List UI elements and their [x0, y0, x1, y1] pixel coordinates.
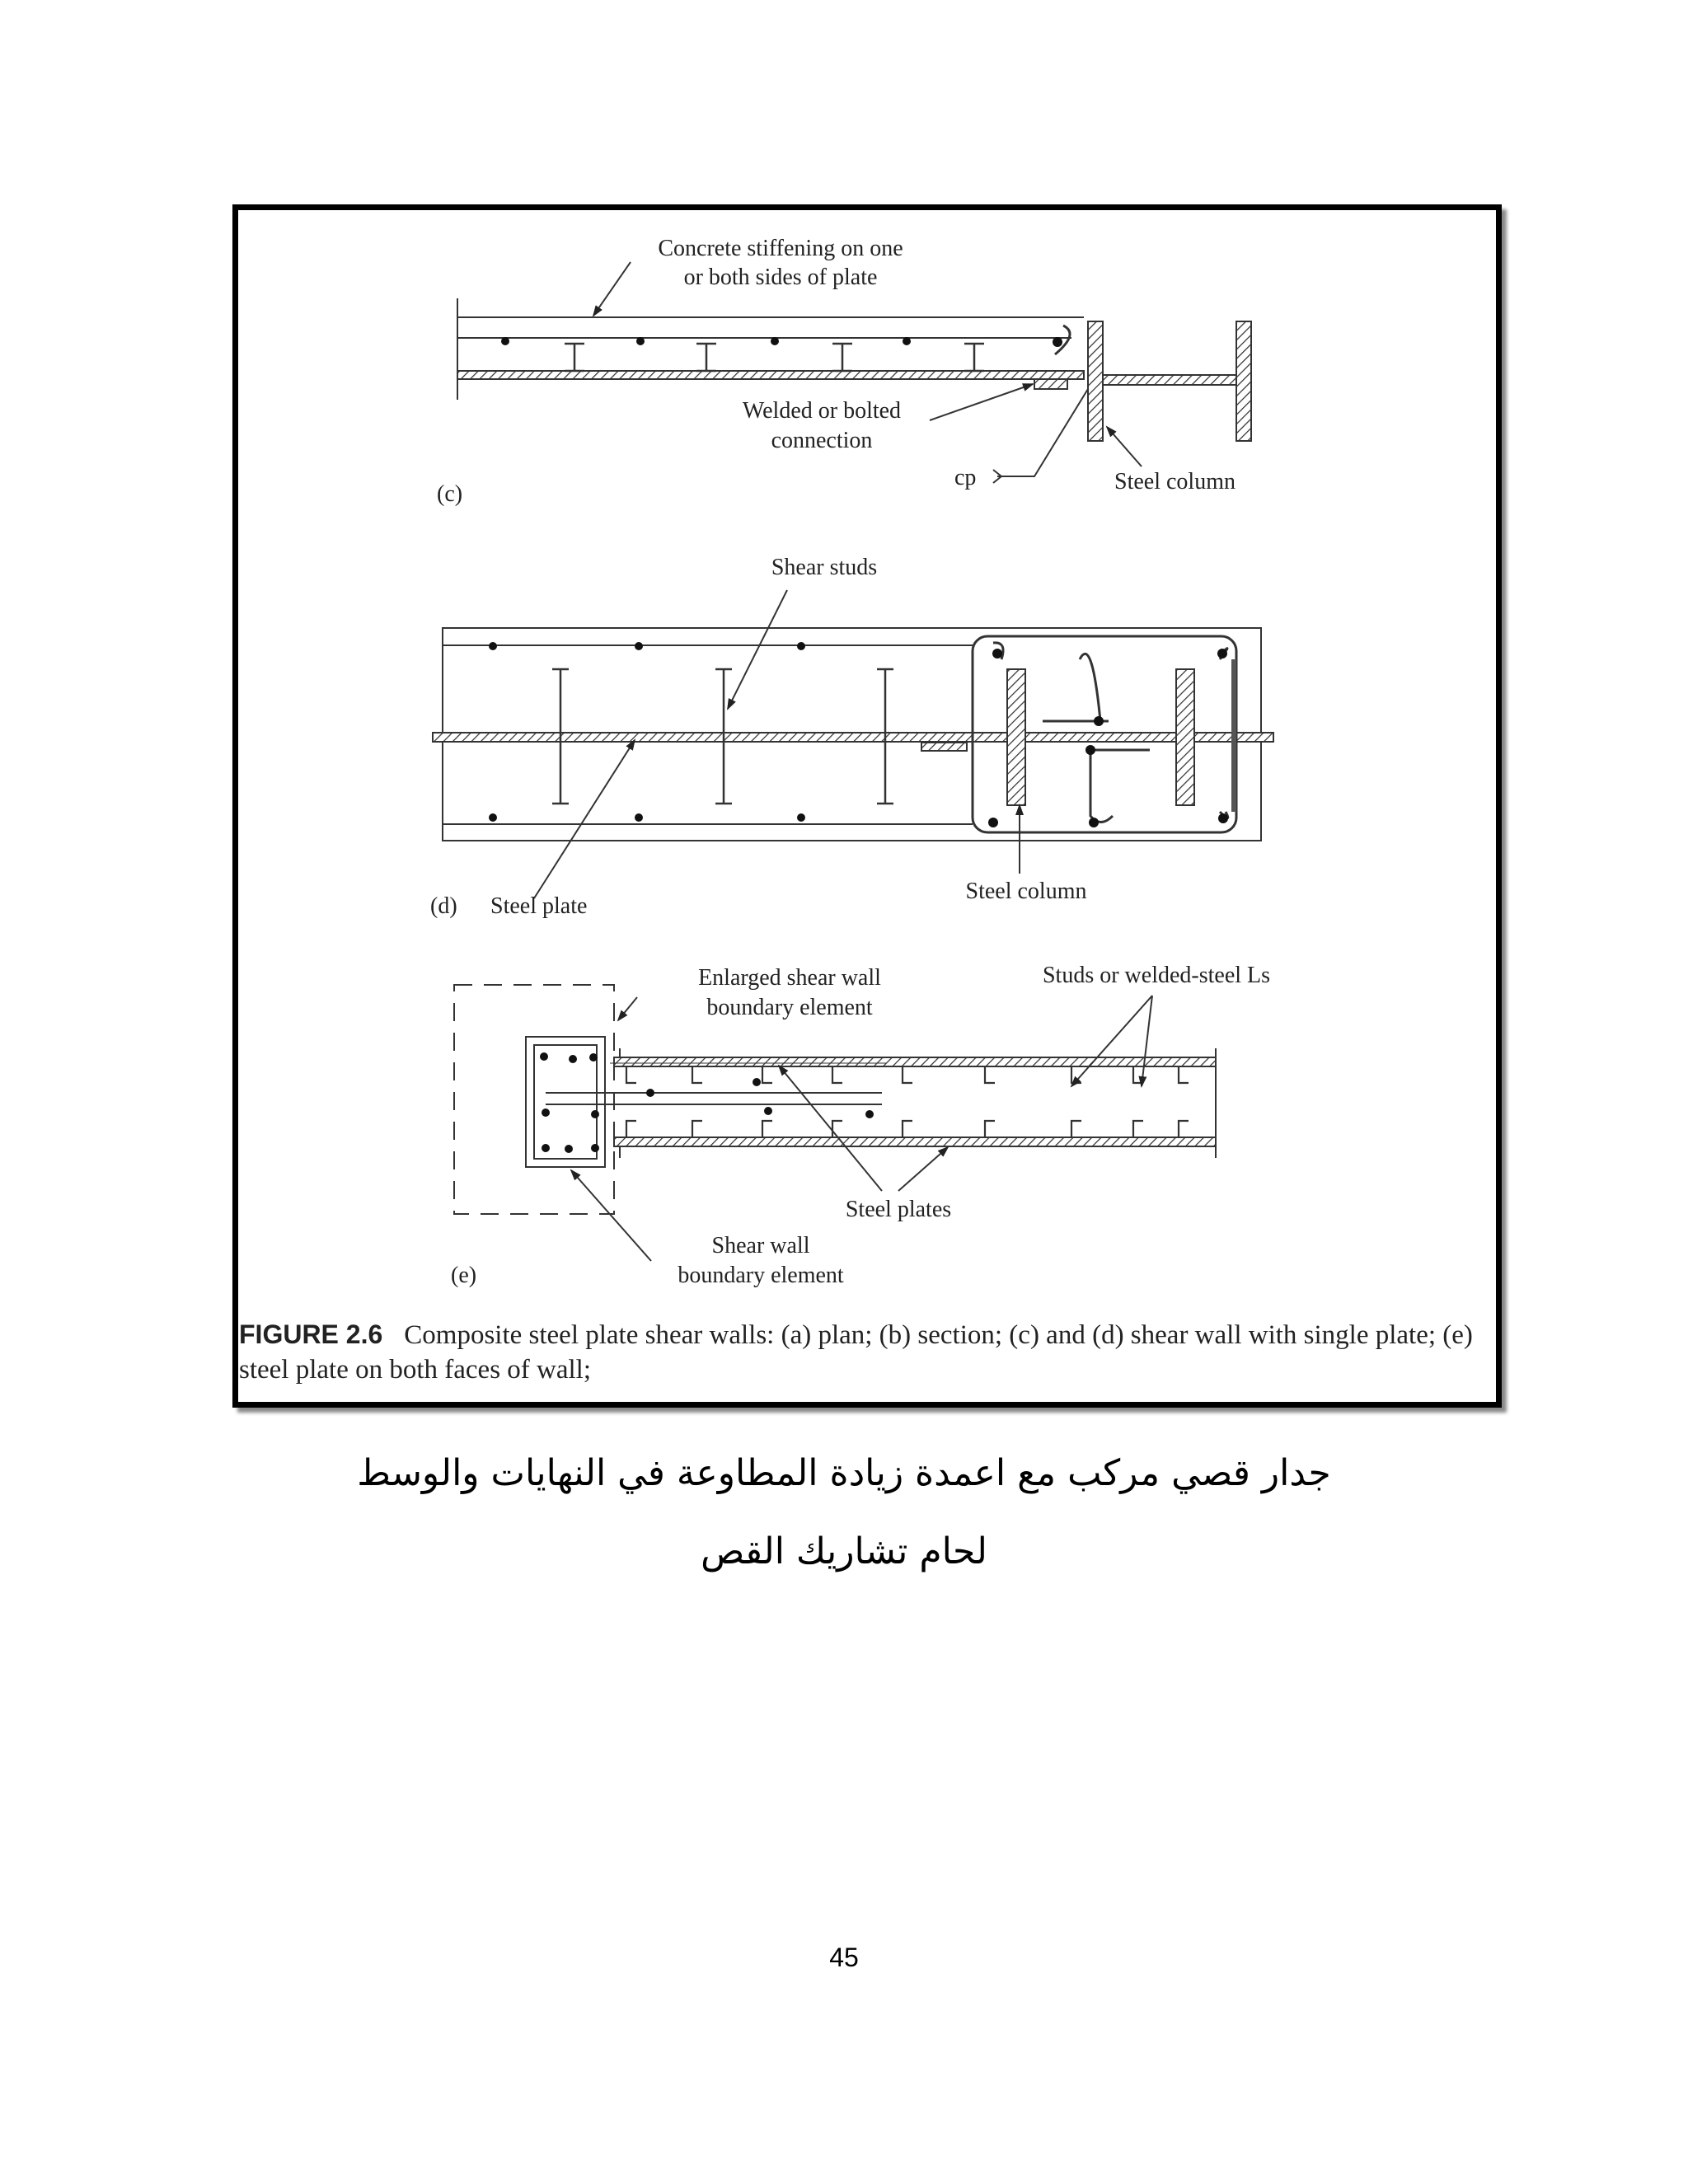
- panel-e-drawing: [454, 985, 1216, 1261]
- figure-number: FIGURE 2.6: [239, 1319, 383, 1349]
- concrete-label-2: or both sides of plate: [683, 265, 878, 290]
- figure-caption-text: Composite steel plate shear walls: (a) plan; (b) section; (c) and (d) shear wall with single plate; (e) steel plate on both faces of wall;: [239, 1320, 1473, 1385]
- steel-plates-label: Steel plates: [845, 1197, 952, 1222]
- studs-label: Studs or welded-steel Ls: [1042, 963, 1271, 988]
- panel-e-tag: (e): [451, 1263, 477, 1288]
- enlarged-label-1: Enlarged shear wall: [698, 965, 881, 991]
- figure-caption: [239, 1317, 1488, 1387]
- panel-c-tag: (c): [437, 481, 463, 507]
- steel-column-label-d: Steel column: [965, 879, 1087, 904]
- steel-column-label-c: Steel column: [1114, 469, 1236, 494]
- arabic-heading-line2: لحام تشاريك القص: [701, 1530, 987, 1572]
- panel-d-drawing: [433, 590, 1273, 898]
- welded-label-2: connection: [771, 428, 873, 453]
- welded-label-1: Welded or bolted: [742, 398, 902, 424]
- boundary-label-1: Shear wall: [711, 1233, 810, 1258]
- shear-studs-label: Shear studs: [771, 555, 878, 580]
- panel-d-tag: (d): [430, 893, 457, 919]
- concrete-label-1: Concrete stiffening on one: [658, 236, 903, 261]
- enlarged-label-2: boundary element: [706, 995, 873, 1020]
- boundary-label-2: boundary element: [678, 1263, 844, 1288]
- cp-label: cp: [954, 465, 977, 490]
- steel-plate-label: Steel plate: [490, 893, 588, 919]
- page-number: 45: [829, 1943, 859, 1972]
- arabic-heading-line1: جدار قصي مركب مع اعمدة زيادة المطاوعة في النهايات والوسط: [357, 1452, 1331, 1494]
